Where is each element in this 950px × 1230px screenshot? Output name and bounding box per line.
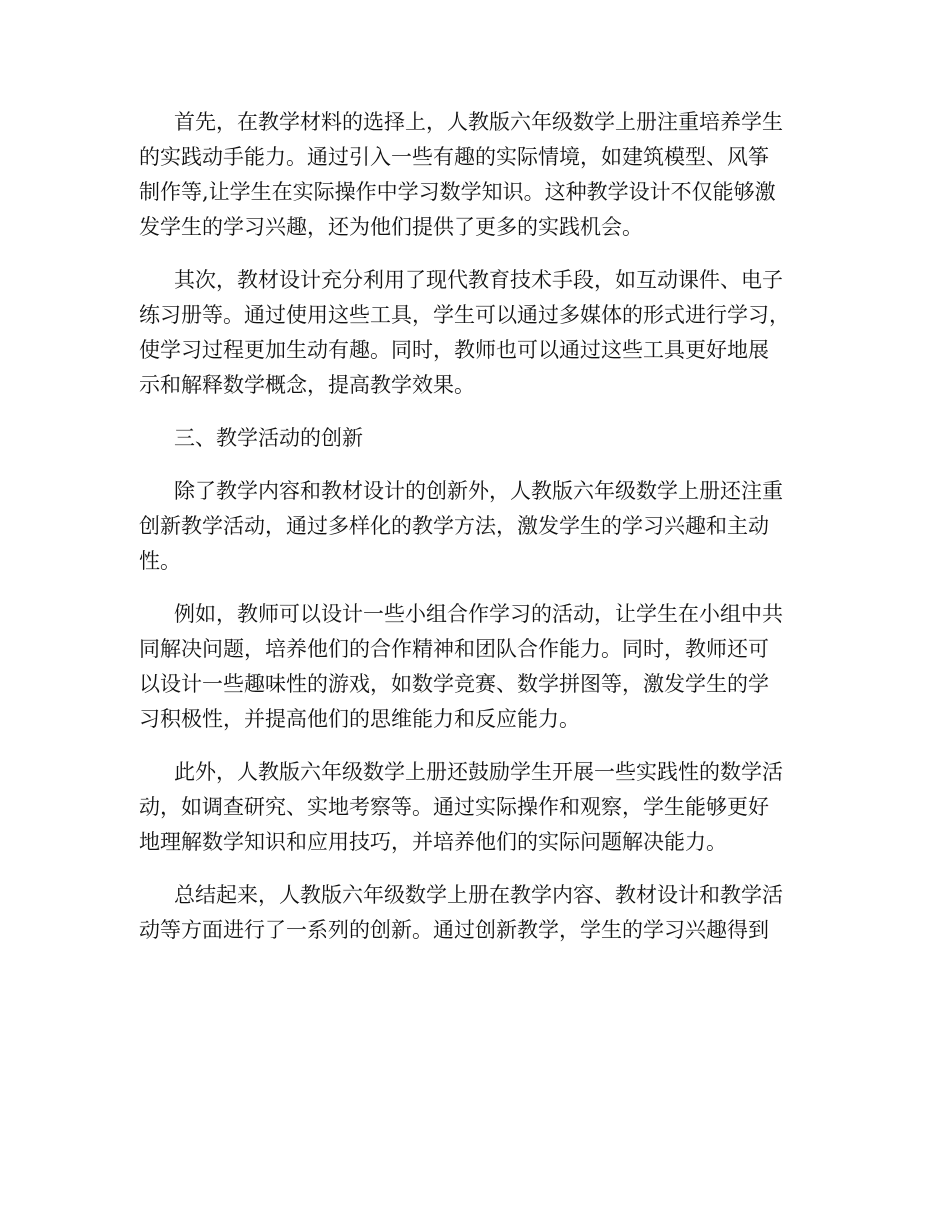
text-line: 其次，教材设计充分利用了现代教育技术手段，如互动课件、电子: [174, 268, 783, 292]
text-line: 性。: [139, 549, 181, 573]
text-line: 地理解数学知识和应用技巧，并培养他们的实际问题解决能力。: [139, 830, 727, 854]
text-line: 以设计一些趣味性的游戏，如数学竞赛、数学拼图等，激发学生的学: [139, 672, 769, 696]
text-line: 示和解释数学概念，提高教学效果。: [139, 373, 475, 397]
text-line: 此外，人教版六年级数学上册还鼓励学生开展一些实践性的数学活: [174, 760, 783, 784]
paragraph-4: [139, 597, 819, 737]
text-line: 使学习过程更加生动有趣。同时，教师也可以通过这些工具更好地展: [139, 338, 769, 362]
paragraph-2: [139, 263, 819, 403]
paragraph-1: [139, 105, 819, 245]
text-line: 动等方面进行了一系列的创新。通过创新教学，学生的学习兴趣得到: [139, 918, 769, 942]
heading-line: 三、教学活动的创新: [174, 426, 363, 450]
text-line: 制作等,让学生在实际操作中学习数学知识。这种教学设计不仅能够激: [139, 180, 776, 204]
text-line: 首先，在教学材料的选择上，人教版六年级数学上册注重培养学生: [174, 110, 783, 134]
text-line: 总结起来，人教版六年级数学上册在教学内容、教材设计和教学活: [174, 883, 783, 907]
text-line: 例如，教师可以设计一些小组合作学习的活动，让学生在小组中共: [174, 602, 783, 626]
text-line: 除了教学内容和教材设计的创新外，人教版六年级数学上册还注重: [174, 479, 783, 503]
paragraph-6: [139, 878, 819, 948]
text-line: 的实践动手能力。通过引入一些有趣的实际情境，如建筑模型、风筝: [139, 145, 769, 169]
section-heading: [139, 421, 819, 456]
paragraph-5: [139, 755, 819, 860]
paragraph-3: [139, 474, 819, 579]
text-line: 同解决问题，培养他们的合作精神和团队合作能力。同时，教师还可: [139, 637, 769, 661]
document-body: [139, 105, 819, 966]
text-line: 创新教学活动，通过多样化的教学方法，激发学生的学习兴趣和主动: [139, 514, 769, 538]
text-line: 习积极性，并提高他们的思维能力和反应能力。: [139, 707, 580, 731]
text-line: 练习册等。通过使用这些工具，学生可以通过多媒体的形式进行学习，: [139, 303, 790, 327]
text-line: 动，如调查研究、实地考察等。通过实际操作和观察，学生能够更好: [139, 795, 769, 819]
text-line: 发学生的学习兴趣，还为他们提供了更多的实践机会。: [139, 215, 643, 239]
